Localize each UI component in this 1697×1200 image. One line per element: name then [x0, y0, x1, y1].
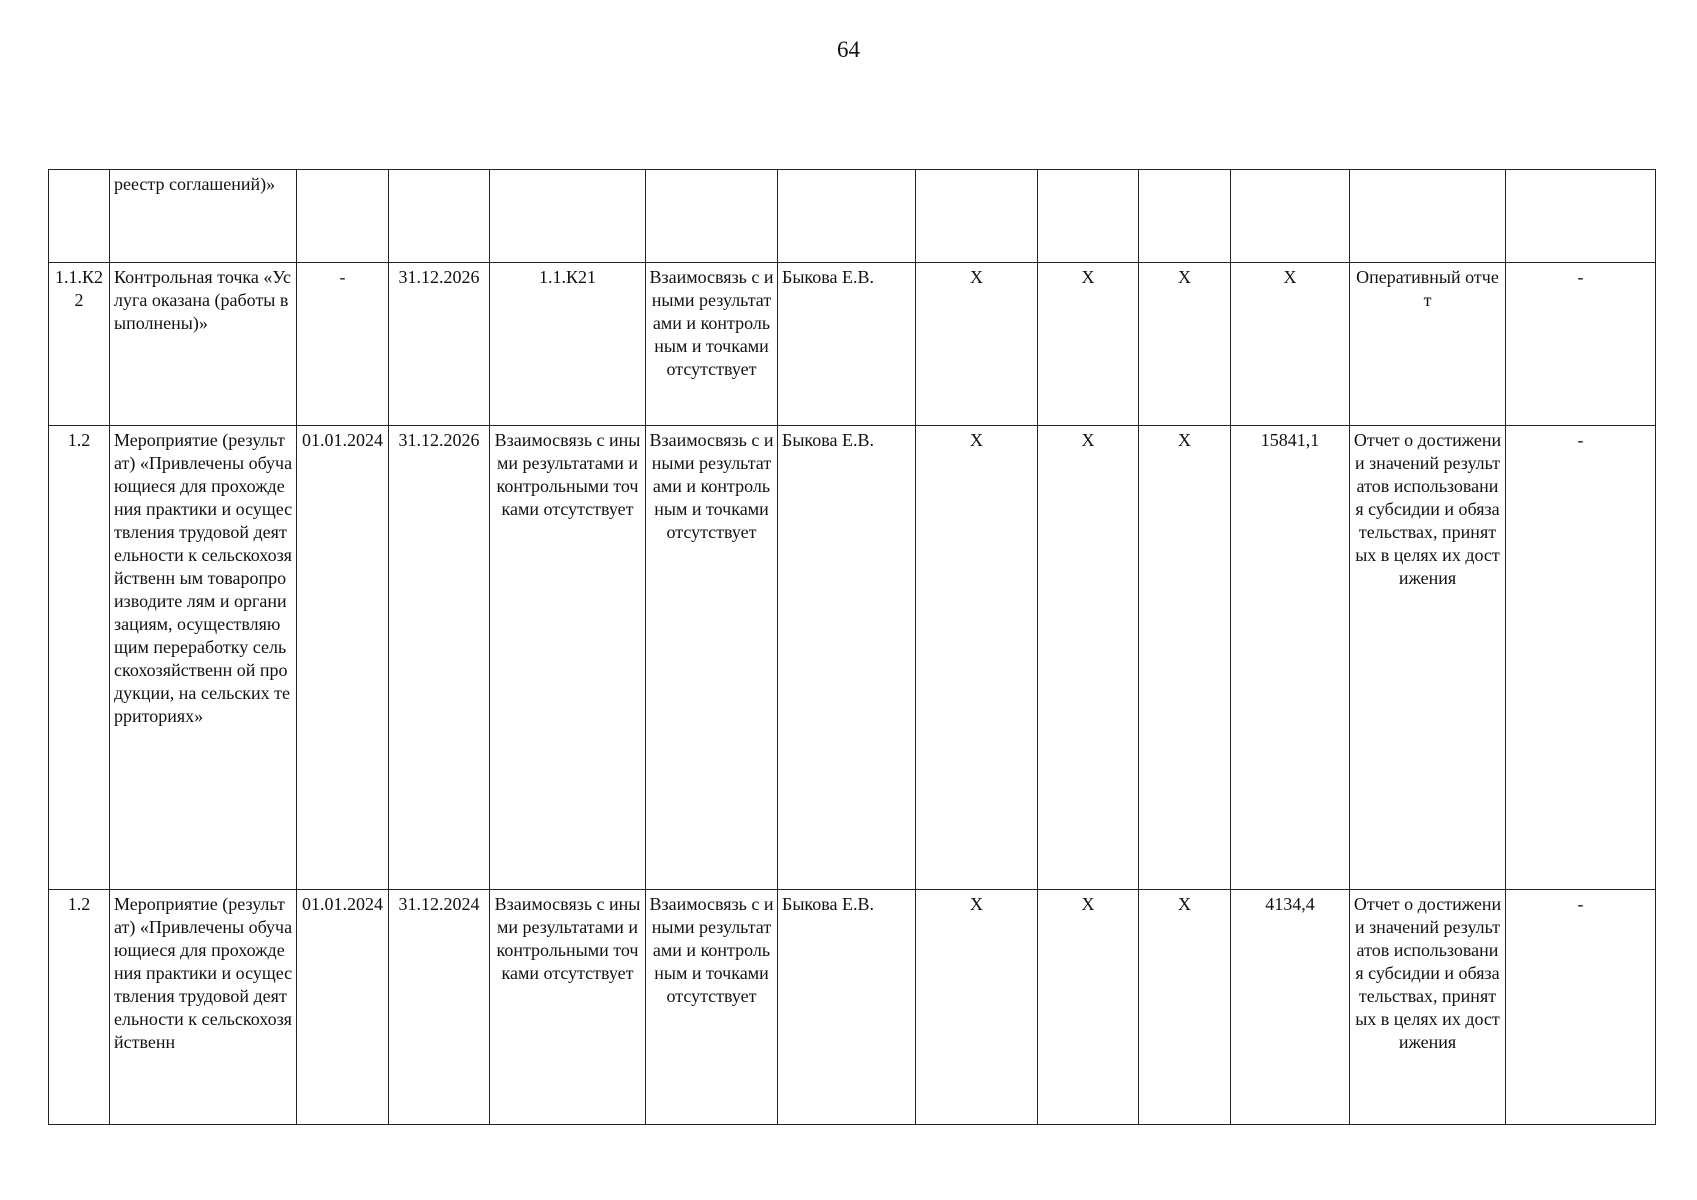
row-predecessor: Взаимосвязь с иными результатами и контрольными точками отсутствует — [490, 426, 646, 890]
row-responsible: Быкова Е.В. — [778, 890, 916, 1125]
row-code: 1.1.К22 — [49, 263, 110, 426]
table-row — [49, 170, 1656, 263]
row-predecessor: 1.1.К21 — [490, 263, 646, 426]
row-predecessor — [490, 170, 646, 263]
row-name: реестр соглашений)» — [110, 170, 297, 263]
row-predecessor: Взаимосвязь с иными результатами и контрольными точками отсутствует — [490, 890, 646, 1125]
row-value-1 — [916, 170, 1038, 263]
row-value-3: X — [1139, 263, 1231, 426]
row-relation: Взаимосвязь с иными результатами и контрольным и точками отсутствует — [646, 426, 778, 890]
row-name: Мероприятие (результат) «Привлечены обучающиеся для прохождения практики и осуществления трудовой деятельности к сельскохозяйственн — [110, 890, 297, 1125]
row-start-date: 01.01.2024 — [297, 426, 389, 890]
row-responsible: Быкова Е.В. — [778, 263, 916, 426]
row-value-3 — [1139, 170, 1231, 263]
row-document: Отчет о достижении значений результатов использования субсидии и обязательствах, принятых в целях их достижения — [1350, 890, 1506, 1125]
page-number: 64 — [837, 37, 860, 62]
row-value-2: X — [1038, 426, 1139, 890]
row-value-1: X — [916, 890, 1038, 1125]
row-last: - — [1506, 426, 1656, 890]
row-end-date: 31.12.2026 — [389, 263, 490, 426]
table-row — [49, 890, 1656, 1125]
row-value-4: 4134,4 — [1231, 890, 1350, 1125]
row-value-4 — [1231, 170, 1350, 263]
row-code: 1.2 — [49, 426, 110, 890]
row-start-date — [297, 170, 389, 263]
row-start-date: - — [297, 263, 389, 426]
row-value-4: X — [1231, 263, 1350, 426]
row-end-date: 31.12.2026 — [389, 426, 490, 890]
row-responsible — [778, 170, 916, 263]
row-value-3: X — [1139, 426, 1231, 890]
row-relation: Взаимосвязь с иными результатами и контрольным и точками отсутствует — [646, 263, 778, 426]
row-end-date — [389, 170, 490, 263]
row-relation: Взаимосвязь с иными результатами и контрольным и точками отсутствует — [646, 890, 778, 1125]
row-responsible: Быкова Е.В. — [778, 426, 916, 890]
row-value-1: X — [916, 426, 1038, 890]
row-value-2: X — [1038, 890, 1139, 1125]
row-start-date: 01.01.2024 — [297, 890, 389, 1125]
row-value-3: X — [1139, 890, 1231, 1125]
row-document — [1350, 170, 1506, 263]
row-name: Мероприятие (результат) «Привлечены обучающиеся для прохождения практики и осуществления трудовой деятельности к сельскохозяйственн ым товаропроизводите лям и организациям, осуществляющим переработку сельскохозяйственн ой продукции, на сельских территориях» — [110, 426, 297, 890]
row-document: Оперативный отчет — [1350, 263, 1506, 426]
row-last: - — [1506, 890, 1656, 1125]
row-value-2 — [1038, 170, 1139, 263]
row-last — [1506, 170, 1656, 263]
table-row — [49, 263, 1656, 426]
row-name: Контрольная точка «Услуга оказана (работы выполнены)» — [110, 263, 297, 426]
row-code: 1.2 — [49, 890, 110, 1125]
row-document: Отчет о достижении значений результатов использования субсидии и обязательствах, принятых в целях их достижения — [1350, 426, 1506, 890]
plan-table — [48, 169, 1656, 1125]
row-value-2: X — [1038, 263, 1139, 426]
row-relation — [646, 170, 778, 263]
row-last: - — [1506, 263, 1656, 426]
row-end-date: 31.12.2024 — [389, 890, 490, 1125]
row-code — [49, 170, 110, 263]
table-row — [49, 426, 1656, 890]
row-value-4: 15841,1 — [1231, 426, 1350, 890]
row-value-1: X — [916, 263, 1038, 426]
